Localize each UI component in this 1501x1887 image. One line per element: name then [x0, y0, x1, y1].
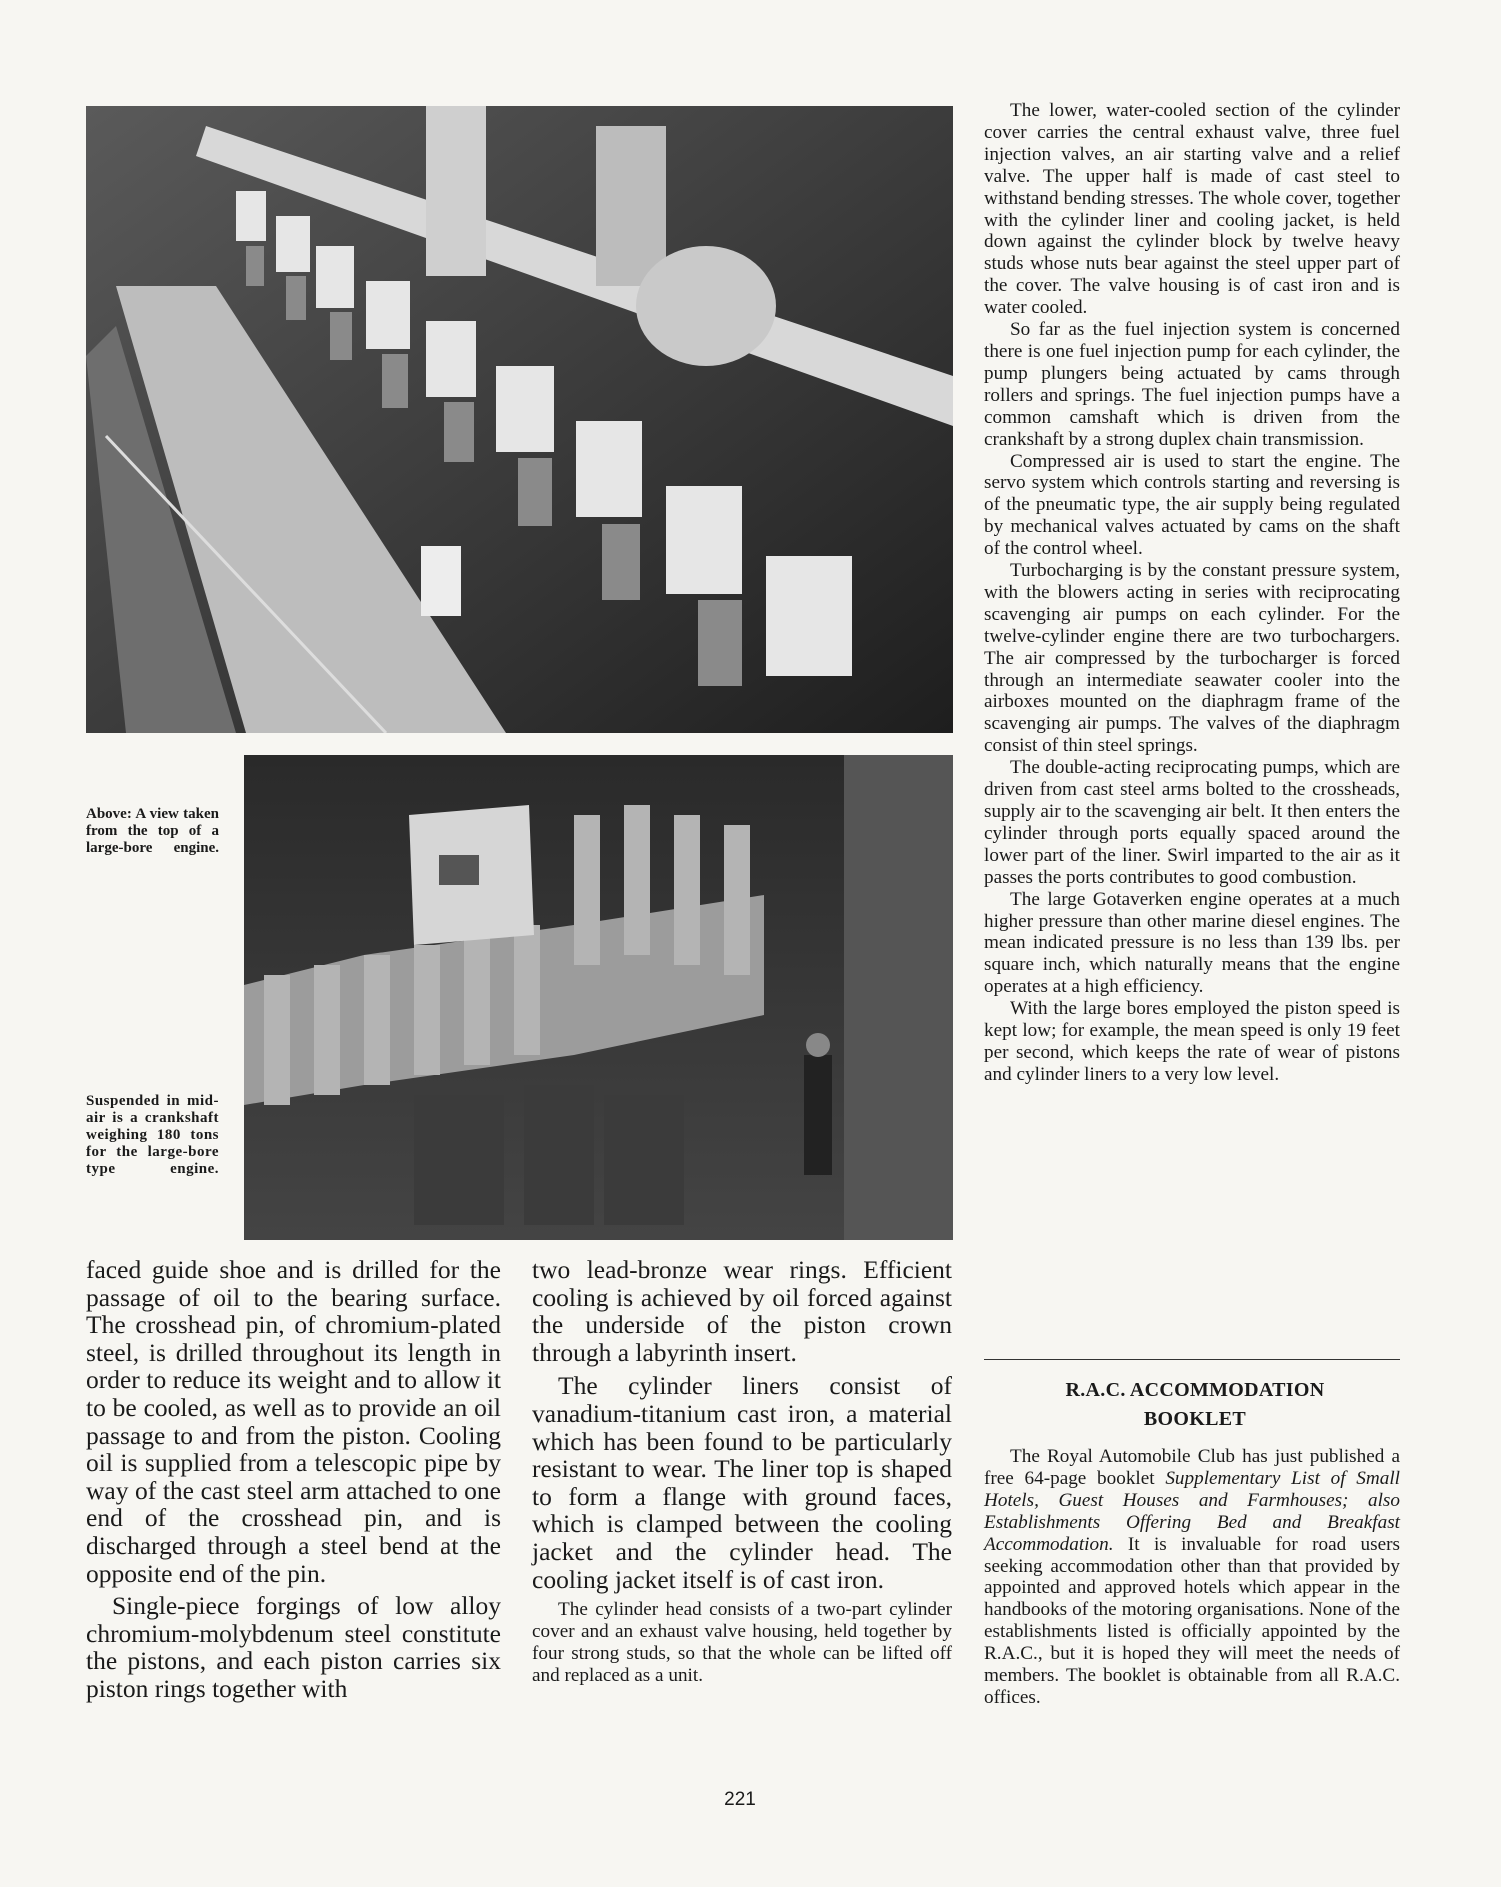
section-divider	[984, 1359, 1400, 1360]
rac-booklet-text: It is invaluable for road users seeking accommodation other than that provided by appointed and approved hotels which appear in the handbooks of the motoring organisations. None of the establishments listed is officially appointed by the R.A.C., but it is hoped they will meet the needs of members. The booklet is obtainable from all R.A.C. offices.	[984, 1533, 1400, 1708]
right-column-paragraph: Turbocharging is by the constant pressure system, with the blowers acting in series with reciprocating scavenging air pumps on each cylinder. For the twelve-cylinder engine there are two turbochargers. The air compressed by the turbocharger is forced through an intermediate seawater cooler into the airboxes mounted on the diaphragm frame of the scavenging air pumps. The valves of the diaphragm consist of thin steel springs.	[984, 560, 1400, 757]
left-column-paragraph: Single-piece forgings of low alloy chromium-molybdenum steel constitute the pistons, and each piston carries six piston rings together with	[86, 1591, 501, 1703]
page-number: 221	[724, 1789, 756, 1810]
middle-column-paragraph: two lead-bronze wear rings. Efficient cooling is achieved by oil forced against the underside of the piston crown through a labyrinth insert.	[532, 1255, 952, 1367]
left-column	[86, 1256, 501, 1703]
bottom-photo-caption: Suspended in mid-air is a crankshaft weighing 180 tons for the large-bore type engine.	[86, 1093, 219, 1177]
rac-booklet-paragraph	[984, 1446, 1400, 1709]
suspended-crankshaft-photo	[244, 755, 953, 1240]
rac-booklet-text: The Royal Automobile Club has just published a free 64-page booklet	[984, 1446, 1400, 1489]
right-column-paragraph: With the large bores employed the piston speed is kept low; for example, the mean speed is only 19 feet per second, which keeps the rate of wear of pistons and cylinder liners to a very low level.	[984, 998, 1400, 1085]
right-column-paragraph: The double-acting reciprocating pumps, which are driven from cast steel arms bolted to the crossheads, supply air to the scavenging air belt. It then enters the cylinder through ports equally spaced around the lower part of the liner. Swirl imparted to the air as it passes the ports contributes to good combustion.	[984, 757, 1400, 888]
engine-top-view-photo	[86, 106, 953, 733]
right-column	[984, 100, 1400, 1086]
top-photo-caption: Above: A view taken from the top of a large-bore engine.	[86, 806, 219, 856]
booklet-title: Supplementary List of Small Hotels, Guest Houses and Farmhouses; also Establishments Offering Bed and Breakfast Accommodation.	[984, 1467, 1400, 1555]
middle-column-paragraph: The cylinder head consists of a two-part cylinder cover and an exhaust valve housing, held together by four strong studs, so that the whole can be lifted off and replaced as a unit.	[532, 1599, 952, 1686]
middle-column-paragraph: The cylinder liners consist of vanadium-titanium cast iron, a material which has been found to be particularly resistant to wear. The liner top is shaped to form a flange with ground faces, which is clamped between the cooling jacket and the cylinder head. The cooling jacket itself is of cast iron.	[532, 1371, 952, 1594]
middle-column	[532, 1256, 952, 1687]
right-column-paragraph: The lower, water-cooled section of the cylinder cover carries the central exhaust valve, three fuel injection valves, an air starting valve and a relief valve. The upper half is made of cast steel to withstand bending stresses. The whole cover, together with the cylinder liner and cooling jacket, is held down against the cylinder block by twelve heavy studs whose nuts bear against the steel upper part of the cover. The valve housing is of cast iron and is water cooled.	[984, 100, 1400, 319]
right-column-paragraph: So far as the fuel injection system is concerned there is one fuel injection pump for each cylinder, the pump plungers being actuated by cams through rollers and springs. The fuel injection pumps have a common camshaft which is driven from the crankshaft by a strong duplex chain transmission.	[984, 319, 1400, 450]
rac-booklet-heading: R.A.C. ACCOMMODATION BOOKLET	[1065, 1379, 1325, 1430]
right-column-paragraph: The large Gotaverken engine operates at a much higher pressure than other marine diesel engines. The mean indicated pressure is no less than 139 lbs. per square inch, which naturally means that the engine operates at a high efficiency.	[984, 888, 1400, 998]
right-column-paragraph: Compressed air is used to start the engine. The servo system which controls starting and reversing is of the pneumatic type, the air supply being regulated by mechanical valves actuated by cams on the shaft of the control wheel.	[984, 450, 1400, 560]
rac-booklet-body	[984, 1446, 1400, 1709]
left-column-paragraph: faced guide shoe and is drilled for the passage of oil to the bearing surface. The crosshead pin, of chromium-plated steel, is drilled throughout its length in order to reduce its weight and to allow it to be cooled, as well as to provide an oil passage to and from the piston. Cooling oil is supplied from a telescopic pipe by way of the cast steel arm attached to one end of the crosshead pin, and is discharged through a steel bend at the opposite end of the pin.	[86, 1255, 501, 1588]
